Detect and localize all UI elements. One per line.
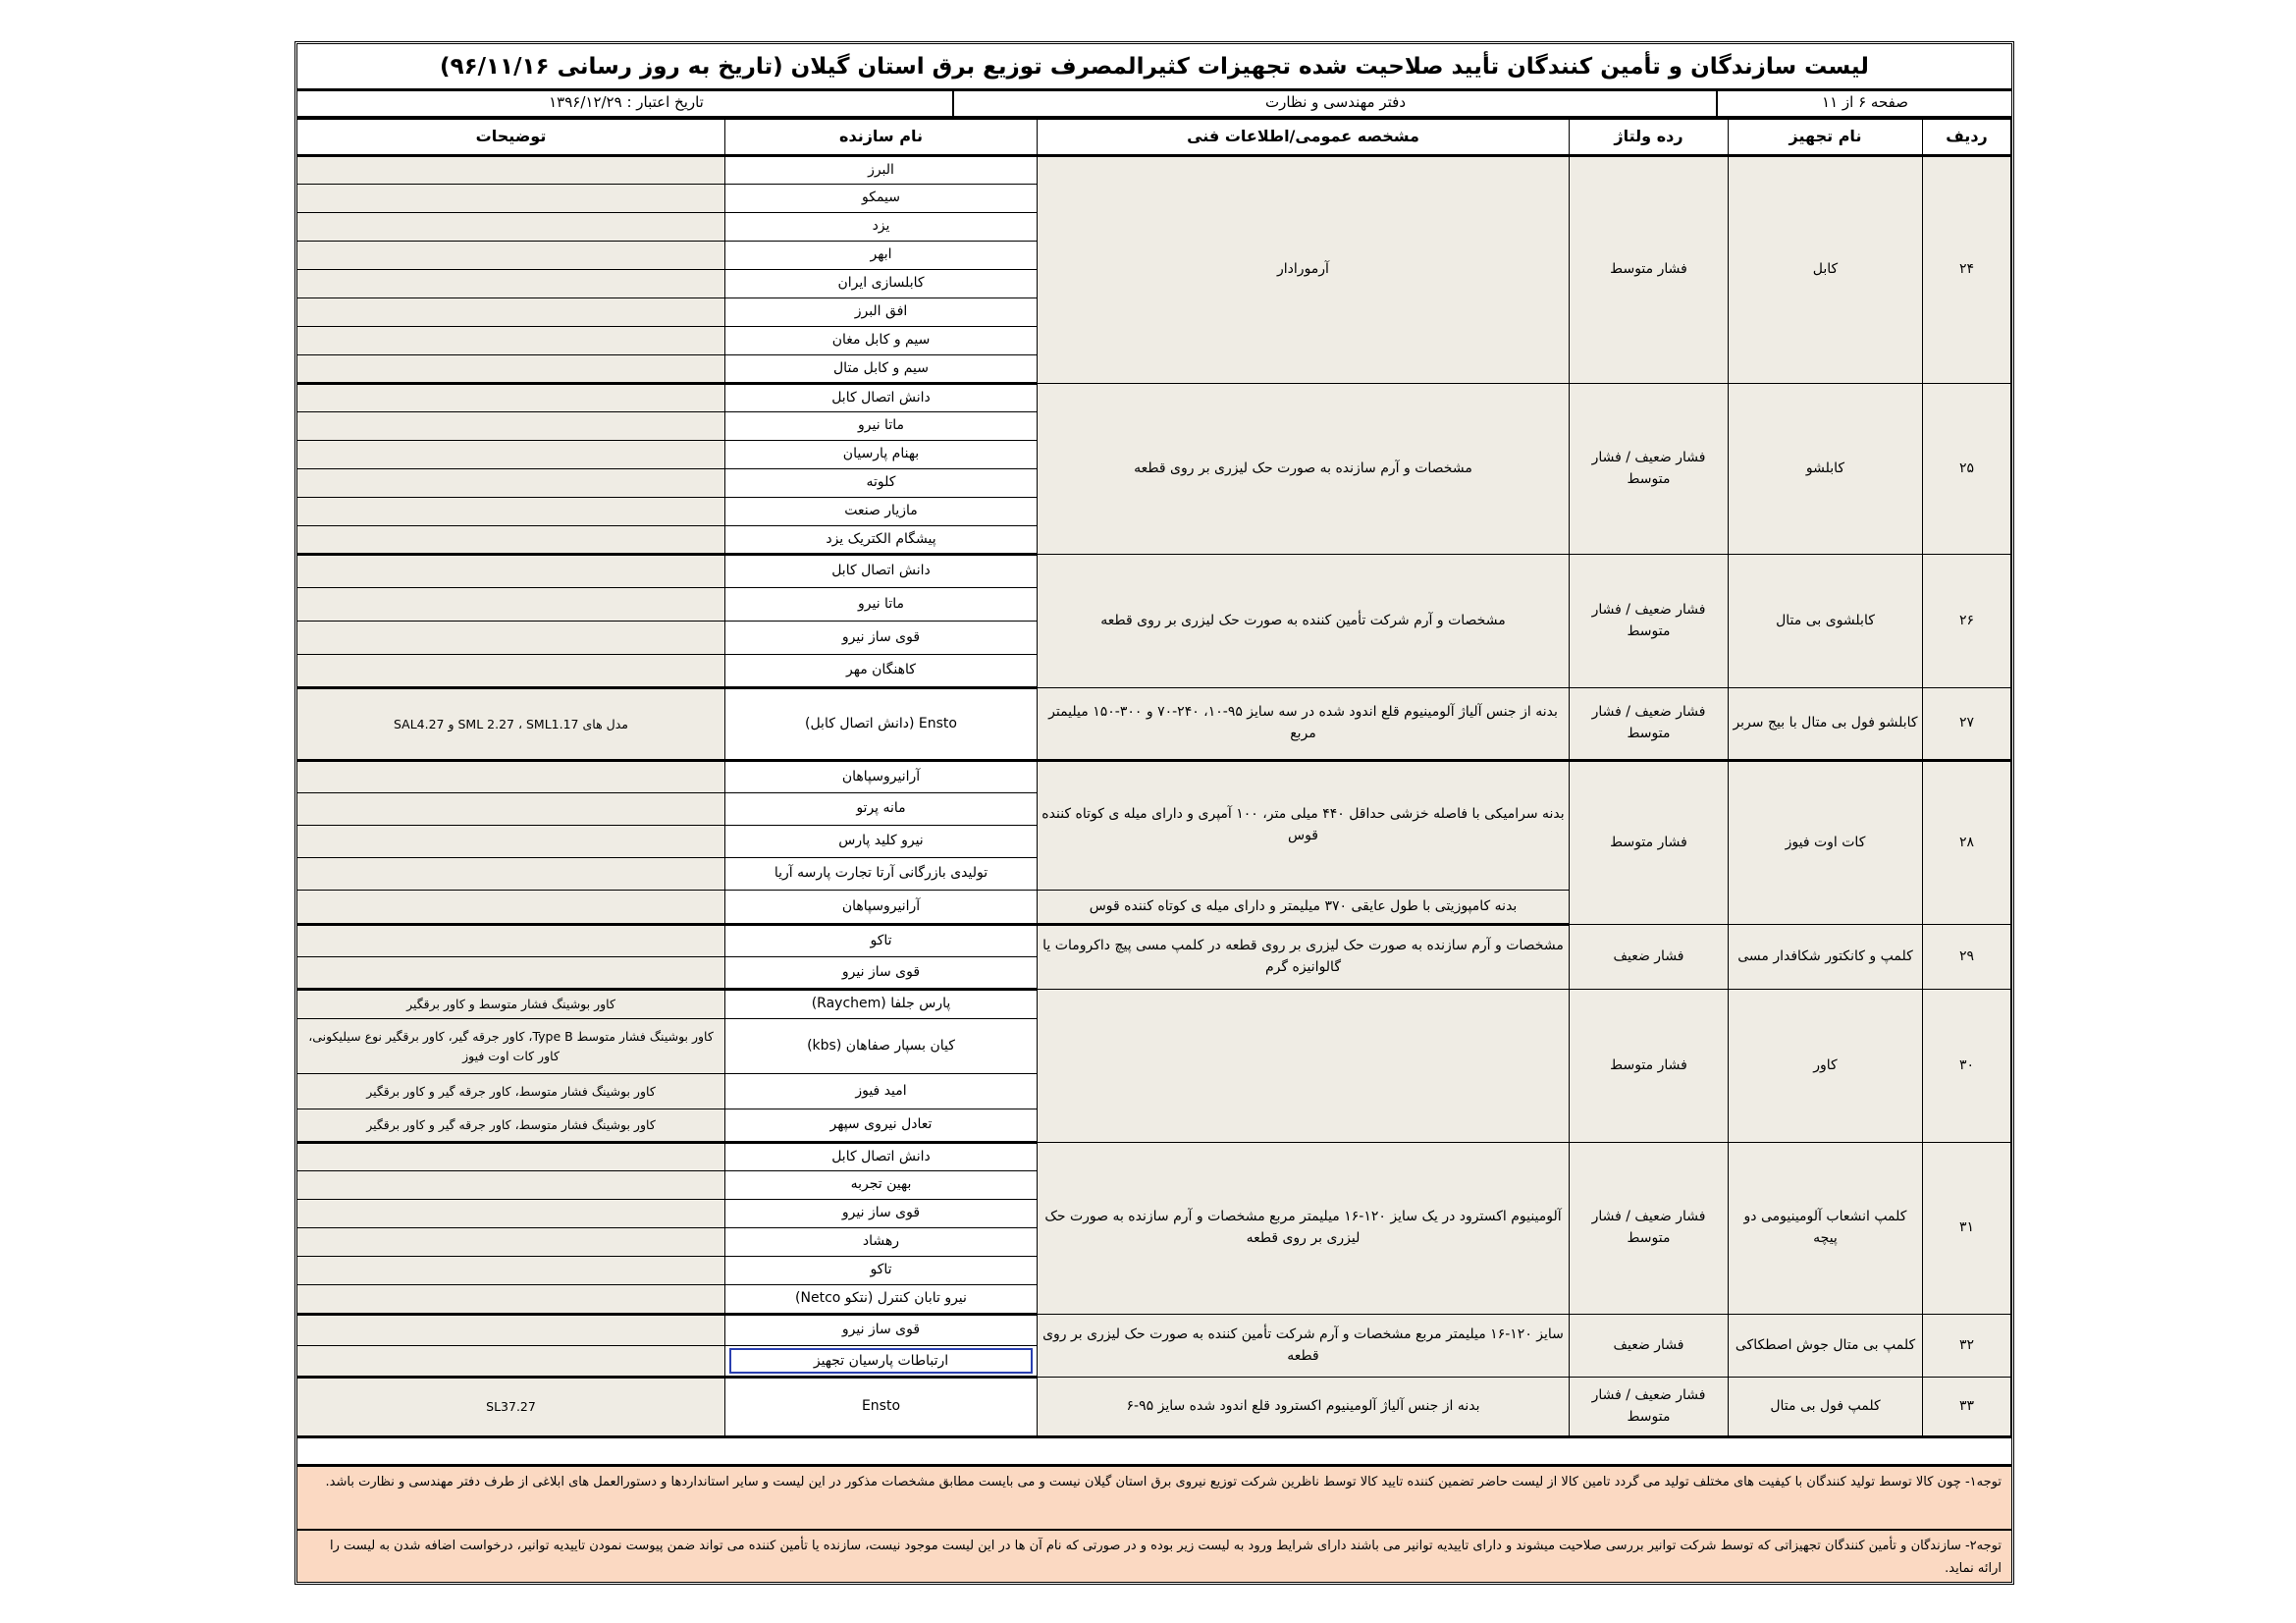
notes-cell [297,327,725,355]
notes-cell [297,826,725,858]
notes-cell [297,298,725,327]
manufacturer-name: ماتا نیرو [725,588,1038,622]
col-header-row-no: ردیف [1923,120,2011,156]
equipment-name: کاور [1729,990,1923,1143]
manufacturer-name: تاکو [725,1257,1038,1285]
notes-cell [297,761,725,793]
manufacturer-name: دانش اتصال کابل [725,384,1038,412]
table-row [297,1378,2011,1437]
manufacturer-name: Ensto [725,1378,1038,1437]
voltage-class: فشار ضعیف [1570,925,1729,990]
notes-cell [297,1257,725,1285]
validity-date: تاریخ اعتبار : ۱۳۹۶/۱۲/۲۹ [549,93,704,111]
row-number: ۳۰ [1923,990,2011,1143]
equipment-table [296,119,2011,1438]
voltage-class: فشار ضعیف / فشار متوسط [1570,688,1729,761]
notes-cell: کاور بوشینگ فشار متوسط، کاور جرقه گیر و کاور برقگیر [297,1074,725,1109]
manufacturer-name: سیم و کابل مغان [725,327,1038,355]
notes-cell [297,355,725,384]
notes-cell [297,156,725,185]
notes-cell [297,526,725,555]
notes-cell [297,655,725,688]
manufacturer-name: دانش اتصال کابل [725,1143,1038,1171]
page-number: صفحه ۶ از ۱۱ [1822,93,1908,111]
spec-cell [1038,990,1570,1143]
manufacturer-name: بهین تجربه [725,1171,1038,1200]
manufacturer-name: ماتا نیرو [725,412,1038,441]
manufacturer-name: آرانیروسپاهان [725,891,1038,925]
spec-cell: بدنه کامپوزیتی با طول عایقی ۳۷۰ میلیمتر و دارای میله ی کوتاه کننده قوس [1038,891,1570,925]
equipment-name: کات اوت فیوز [1729,761,1923,925]
voltage-class: فشار ضعیف [1570,1315,1729,1378]
row-number: ۲۶ [1923,555,2011,688]
table-row [297,1143,2011,1171]
spec-cell: سایز ۱۲۰-۱۶ میلیمتر مربع مشخصات و آرم شرکت تأمین کننده به صورت حک لیزری بر روی قطعه [1038,1315,1570,1378]
subheader [297,88,2011,119]
manufacturer-name: افق البرز [725,298,1038,327]
row-number: ۲۹ [1923,925,2011,990]
voltage-class: فشار ضعیف / فشار متوسط [1570,384,1729,555]
equipment-name: کلمپ فول بی متال [1729,1378,1923,1437]
notes-cell [297,1346,725,1378]
manufacturer-name: کاهنگان مهر [725,655,1038,688]
voltage-class: فشار متوسط [1570,761,1729,925]
notes-cell [297,1228,725,1257]
spec-cell: بدنه از جنس آلیاژ آلومینیوم قلع اندود شده در سه سایز ۹۵-۱۰، ۲۴۰-۷۰ و ۳۰۰-۱۵۰ میلیمتر مربع [1038,688,1570,761]
notes-cell: کاور بوشینگ فشار متوسط و کاور برقگیر [297,990,725,1019]
spec-cell: مشخصات و آرم سازنده به صورت حک لیزری بر روی قطعه [1038,384,1570,555]
table-row [297,925,2011,957]
row-number: ۳۳ [1923,1378,2011,1437]
notes-cell [297,793,725,826]
document-sheet [294,41,2014,1585]
notes-cell [297,384,725,412]
table-row [297,688,2011,761]
voltage-class: فشار متوسط [1570,990,1729,1143]
footnote-2: توجه۲- سازندگان و تأمین کنندگان تجهیزاتی که توسط شرکت توانیر بررسی صلاحیت میشوند و دارای تاییدیه توانیر می باشند دارای شرایط ورود به لیست زیر بوده و در صورتی که نام آن ها در این لیست موجود نیست، سازنده یا تأمین کننده می تواند ضمن پیوست نمودن تاییدیه توانیر، درخواست اضافه شدن به لیست را ارائه نماید. [297,1531,2011,1582]
manufacturer-name: کابلسازی ایران [725,270,1038,298]
manufacturer-name: کیان بسپار صفاهان (kbs) [725,1019,1038,1074]
manufacturer-name: بهنام پارسیان [725,441,1038,469]
notes-cell [297,1285,725,1315]
spec-cell: بدنه از جنس آلیاژ آلومینیوم اکسترود قلع اندود شده سایز ۹۵-۶ [1038,1378,1570,1437]
voltage-class: فشار متوسط [1570,156,1729,384]
manufacturer-name: ارتباطات پارسیان تجهیز [729,1348,1033,1374]
notes-cell [297,498,725,526]
manufacturer-name: امید فیوز [725,1074,1038,1109]
spec-cell: مشخصات و آرم شرکت تأمین کننده به صورت حک لیزری بر روی قطعه [1038,555,1570,688]
spec-cell: بدنه سرامیکی با فاصله خزشی حداقل ۴۴۰ میلی متر، ۱۰۰ آمپری و دارای میله ی کوتاه کننده قوس [1038,761,1570,891]
manufacturer-name: پارس جلفا (Raychem) [725,990,1038,1019]
voltage-class: فشار ضعیف / فشار متوسط [1570,555,1729,688]
equipment-name: کابلشو فول بی متال با بیج سربر [1729,688,1923,761]
manufacturer-name: Ensto (دانش اتصال کابل) [725,688,1038,761]
manufacturer-name: آرانیروسپاهان [725,761,1038,793]
notes-cell [297,622,725,655]
manufacturer-name: تولیدی بازرگانی آرتا تجارت پارسه آریا [725,858,1038,891]
notes-cell [297,441,725,469]
notes-cell [297,891,725,925]
table-row [297,555,2011,588]
manufacturer-name: قوی ساز نیرو [725,622,1038,655]
manufacturer-name: قوی ساز نیرو [725,1315,1038,1346]
equipment-name: کابل [1729,156,1923,384]
row-number: ۲۸ [1923,761,2011,925]
notes-cell [297,185,725,213]
equipment-name: کلمپ و کانکتور شکافدار مسی [1729,925,1923,990]
selected-manufacturer-cell[interactable] [725,1346,1038,1378]
row-number: ۲۵ [1923,384,2011,555]
notes-cell [297,555,725,588]
manufacturer-name: قوی ساز نیرو [725,1200,1038,1228]
col-header-manufacturer: نام سازنده [725,120,1038,156]
manufacturer-name: سیم و کابل متال [725,355,1038,384]
manufacturer-name: تاکو [725,925,1038,957]
equipment-name: کابلشو [1729,384,1923,555]
manufacturer-name: یزد [725,213,1038,242]
col-header-equipment: نام تجهیز [1729,120,1923,156]
manufacturer-name: نیرو کلید پارس [725,826,1038,858]
notes-cell [297,1315,725,1346]
notes-cell [297,858,725,891]
notes-cell [297,1143,725,1171]
notes-cell [297,588,725,622]
table-row [297,990,2011,1019]
equipment-name: کلمپ بی متال جوش اصطکاکی [1729,1315,1923,1378]
table-row [297,1315,2011,1346]
notes-cell [297,469,725,498]
table-row [297,156,2011,185]
notes-cell: کاور بوشینگ فشار متوسط، کاور جرقه گیر و کاور برقگیر [297,1109,725,1143]
notes-cell: کاور بوشینگ فشار متوسط Type B، کاور جرقه گیر، کاور برقگیر نوع سیلیکونی، کاور کات اوت فیوز [297,1019,725,1074]
manufacturer-name: تعادل نیروی سپهر [725,1109,1038,1143]
equipment-name: کابلشوی بی متال [1729,555,1923,688]
spec-cell: آلومینیوم اکسترود در یک سایز ۱۲۰-۱۶ میلیمتر مربع مشخصات و آرم سازنده به صورت حک لیزری بر روی قطعه [1038,1143,1570,1315]
notes-cell [297,412,725,441]
notes-cell [297,1200,725,1228]
row-number: ۲۷ [1923,688,2011,761]
row-number: ۳۲ [1923,1315,2011,1378]
notes-cell [297,270,725,298]
manufacturer-name: مازیار صنعت [725,498,1038,526]
voltage-class: فشار ضعیف / فشار متوسط [1570,1143,1729,1315]
manufacturer-name: پیشگام الکتریک یزد [725,526,1038,555]
table-row [297,761,2011,793]
row-number: ۲۴ [1923,156,2011,384]
notes-cell [297,957,725,990]
equipment-name: کلمپ انشعاب آلومینیومی دو پیچه [1729,1143,1923,1315]
notes-cell [297,213,725,242]
spec-cell: آرمورادار [1038,156,1570,384]
manufacturer-name: نیرو تابان کنترل (نتکو Netco) [725,1285,1038,1315]
col-header-voltage: رده ولتاژ [1570,120,1729,156]
footnote-1: توجه۱- چون کالا توسط تولید کنندگان با کیفیت های مختلف تولید می گردد تامین کالا از لیست حاضر تضمین کننده تایید کالا توسط ناظرین شرکت توزیع نیروی برق استان گیلان نیست و می بایست مطابق مشخصات مذکور در این لیست و سایر استانداردها و دستورالعمل های ابلاغی از طرف دفتر مهندسی و نظارت باشد. [297,1464,2011,1531]
header-row [297,120,2011,156]
manufacturer-name: سیمکو [725,185,1038,213]
manufacturer-name: مانه پرتو [725,793,1038,826]
manufacturer-name: قوی ساز نیرو [725,957,1038,990]
notes-cell: SL37.27 [297,1378,725,1437]
notes-cell [297,242,725,270]
office-name: دفتر مهندسی و نظارت [1264,93,1407,111]
notes-cell: مدل های SML 2.27 ، SML1.17 و SAL4.27 [297,688,725,761]
notes-cell [297,925,725,957]
col-header-spec: مشخصه عمومی/اطلاعات فنی [1038,120,1570,156]
col-header-notes: توضیحات [297,120,725,156]
voltage-class: فشار ضعیف / فشار متوسط [1570,1378,1729,1437]
table-row [297,384,2011,412]
row-number: ۳۱ [1923,1143,2011,1315]
manufacturer-name: دانش اتصال کابل [725,555,1038,588]
spec-cell: مشخصات و آرم سازنده به صورت حک لیزری بر روی قطعه در کلمپ مسی پیچ داکرومات یا گالوانیزه گرم [1038,925,1570,990]
manufacturer-name: کلوته [725,469,1038,498]
notes-cell [297,1171,725,1200]
manufacturer-name: رهشاد [725,1228,1038,1257]
manufacturer-name: ابهر [725,242,1038,270]
page-title: لیست سازندگان و تأمین کنندگان تأیید صلاحیت شده تجهیزات کثیرالمصرف توزیع برق استان گیلان (تاریخ به روز رسانی ۹۶/۱۱/۱۶) [297,44,2011,91]
manufacturer-name: البرز [725,156,1038,185]
